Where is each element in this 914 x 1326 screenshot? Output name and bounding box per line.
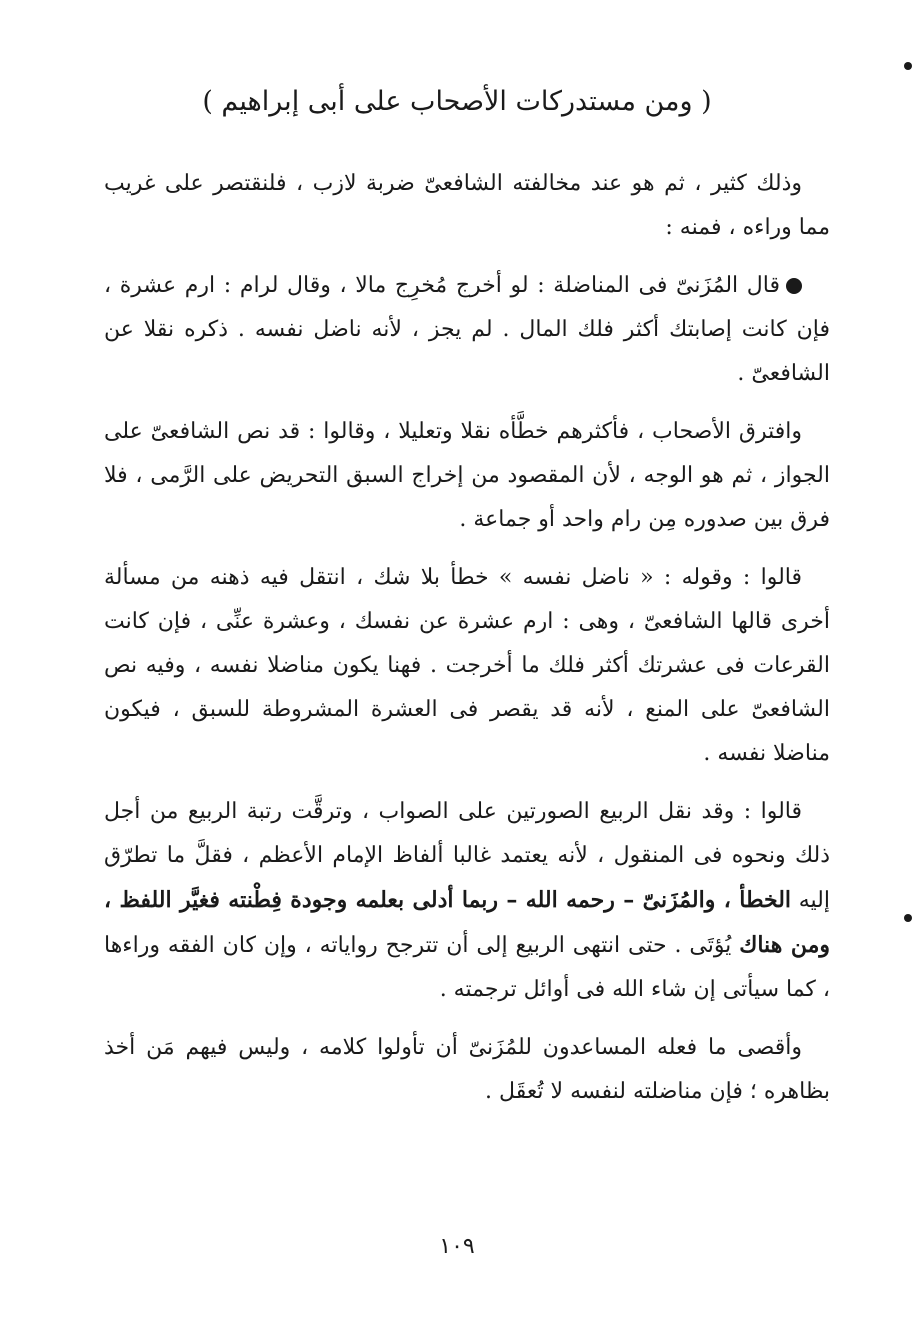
paragraph-5-bold-text: الخطأ ، والمُزَنىّ – رحمه الله – ربما أدلى بعلمه وجودة فِطْنته فغيَّر اللفظ ، ومن هناك [104, 887, 831, 958]
paragraph-5-text-start: قالوا : وقد نقل الربيع الصورتين على الصواب ، وترقَّت رتبة الربيع من أجل ذلك ونحوه فى المنقول ، لأنه يعتمد غالبا ألفاظ الإمام الأعظم ، فقلَّ ما تطرّق إليه [104, 799, 830, 913]
paragraph-4: قالوا : وقوله : « ناضل نفسه » خطأ بلا شك ، انتقل فيه ذهنه من مسألة أخرى قالها الشافعىّ ، وهى : ارم عشرة عن نفسك ، وعشرة عنِّى ، فإن كانت القرعات فى عشرتك أكثر فلك ما أخرجت . فهنا يكون مناضلا نفسه ، وفيه نص الشافعىّ على المنع ، لأنه قد يقصر فى العشرة المشروطة للسبق ، فيكون مناضلا نفسه . [104, 565, 830, 766]
body-text [104, 162, 830, 1128]
page-number: ١٠٩ [439, 1234, 475, 1259]
margin-dot-icon [904, 62, 912, 70]
paragraph-2 [104, 264, 830, 396]
bullet-dot-icon [786, 278, 802, 294]
paragraph-2-text: قال المُزَنىّ فى المناضلة : لو أخرج مُخرِج مالا ، وقال لرام : ارم عشرة ، فإن كانت إصابتك أكثر فلك المال . لم يجز ، لأنه ناضل نفسه . ذكره نقلا عن الشافعىّ . [104, 273, 830, 386]
paragraph-5 [104, 790, 830, 1012]
section-heading: ( ومن مستدركات الأصحاب على أبى إبراهيم ) [202, 86, 712, 117]
paragraph-6: وأقصى ما فعله المساعدون للمُزَنىّ أن تأولوا كلامه ، وليس فيهم مَن أخذ بظاهره ؛ فإن مناضلته لنفسه لا تُعقَل . [104, 1035, 830, 1104]
paragraph-3: وافترق الأصحاب ، فأكثرهم خطَّأه نقلا وتعليلا ، وقالوا : قد نص الشافعىّ على الجواز ، ثم هو الوجه ، لأن المقصود من إخراج السبق التحريض على الرَّمى ، فلا فرق بين صدوره مِن رام واحد أو جماعة . [104, 419, 830, 532]
paragraph-1: وذلك كثير ، ثم هو عند مخالفته الشافعىّ ضربة لازب ، فلنقتصر على غريب مما وراءه ، فمنه : [104, 171, 830, 240]
paragraph-5-text-end: يُؤتَى . حتى انتهى الربيع إلى أن تترجح رواياته ، وإن كان الفقه وراءها ، كما سيأتى إن شاء الله فى أوائل ترجمته . [104, 933, 830, 1002]
margin-dot-icon [904, 914, 912, 922]
